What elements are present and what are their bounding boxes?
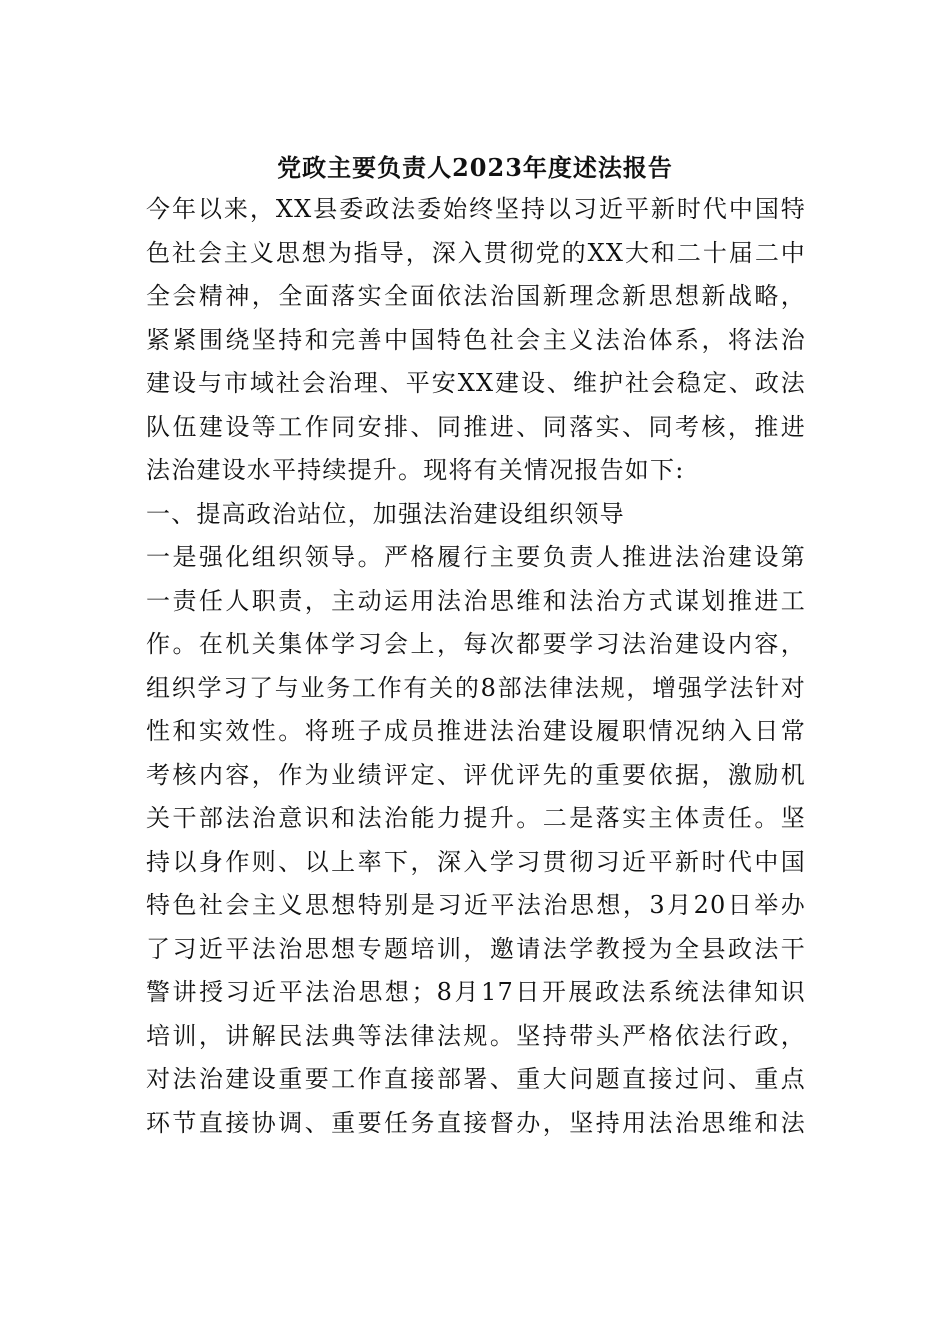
section-heading: 一、提高政治站位，加强法治建设组织领导 bbox=[146, 499, 625, 528]
body-line: 队伍建设等工作同安排、同推进、同落实、同考核，推进 bbox=[146, 412, 806, 441]
body-line: 对法治建设重要工作直接部署、重大问题直接过问、重点 bbox=[146, 1065, 806, 1093]
document-title: 党政主要负责人2023年度述法报告 bbox=[277, 153, 673, 182]
body-line: 全会精神，全面落实全面依法治国新理念新思想新战略， bbox=[146, 282, 806, 310]
body-line: 色社会主义思想为指导，深入贯彻党的XX大和二十届二中 bbox=[146, 238, 806, 267]
body-line: 持以身作则、以上率下，深入学习贯彻习近平新时代中国 bbox=[146, 847, 806, 876]
body-line: 警讲授习近平法治思想；8月17日开展政法系统法律知识 bbox=[146, 978, 806, 1006]
body-line: 今年以来，XX县委政法委始终坚持以习近平新时代中国特 bbox=[146, 195, 806, 223]
body-line: 一是强化组织领导。严格履行主要负责人推进法治建设第 bbox=[146, 543, 806, 571]
body-line: 环节直接协调、重要任务直接督办，坚持用法治思维和法 bbox=[146, 1108, 806, 1137]
body-line: 建设与市域社会治理、平安XX建设、维护社会稳定、政法 bbox=[146, 369, 806, 397]
body-line: 关干部法治意识和法治能力提升。二是落实主体责任。坚 bbox=[146, 804, 806, 832]
body-line: 紧紧围绕坚持和完善中国特色社会主义法治体系，将法治 bbox=[146, 325, 806, 354]
body-line: 作。在机关集体学习会上，每次都要学习法治建设内容， bbox=[146, 630, 806, 658]
body-line: 法治建设水平持续提升。现将有关情况报告如下: bbox=[146, 456, 685, 484]
body-line: 组织学习了与业务工作有关的8部法律法规，增强学法针对 bbox=[146, 673, 806, 702]
body-line: 培训，讲解民法典等法律法规。坚持带头严格依法行政， bbox=[146, 1021, 806, 1050]
body-line: 特色社会主义思想特别是习近平法治思想，3月20日举办 bbox=[146, 891, 806, 919]
body-line: 性和实效性。将班子成员推进法治建设履职情况纳入日常 bbox=[146, 717, 806, 745]
document-body bbox=[146, 188, 806, 1145]
body-line: 了习近平法治思想专题培训，邀请法学教授为全县政法干 bbox=[146, 934, 806, 963]
body-line: 考核内容，作为业绩评定、评优评先的重要依据，激励机 bbox=[146, 760, 806, 789]
body-line: 一责任人职责，主动运用法治思维和法治方式谋划推进工 bbox=[146, 586, 806, 615]
